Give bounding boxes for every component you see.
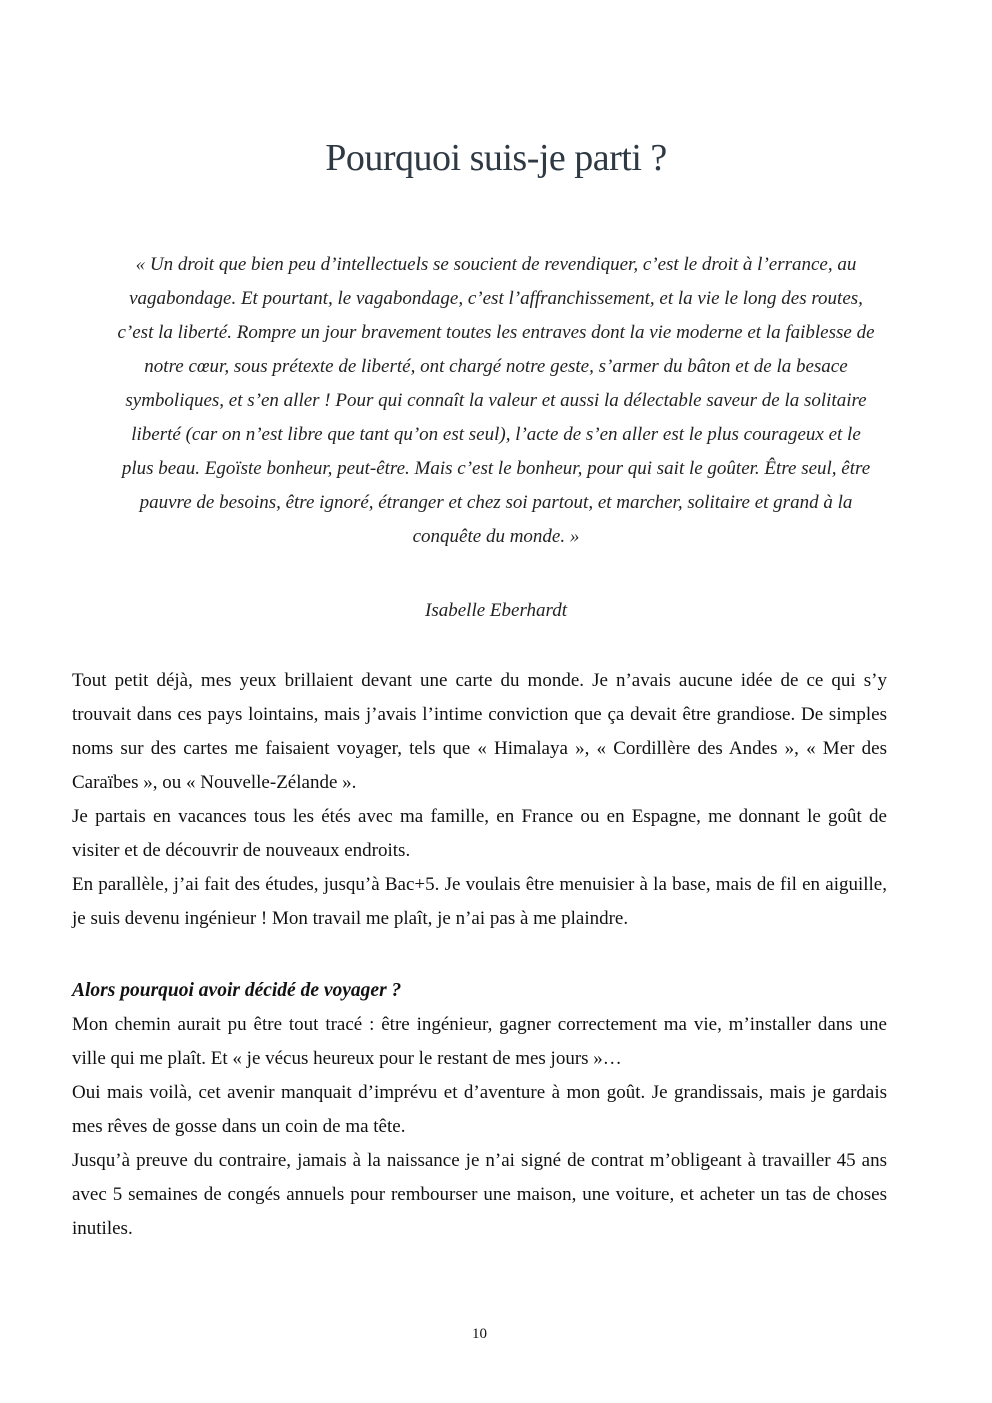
- quote-line: c’est la liberté. Rompre un jour bravement toutes les entraves dont la vie moderne et la faiblesse de: [117, 322, 875, 343]
- page-number: 10: [472, 1326, 487, 1342]
- quote-line: vagabondage. Et pourtant, le vagabondage, c’est l’affranchissement, et la vie le long des routes,: [129, 288, 863, 309]
- paragraph-childhood-maps: Tout petit déjà, mes yeux brillaient devant une carte du monde. Je n’avais aucune idée de ce qui s’y trouvait dans ces pays lointains, mais j’avais l’intime conviction que ça devait être grandiose. De simples noms sur des cartes me faisaient voyager, tels que « Himalaya », « Cordillère des Andes », « Mer des Caraïbes », ou « Nouvelle-Zélande ».: [72, 670, 887, 793]
- paragraph-no-contract: Jusqu’à preuve du contraire, jamais à la naissance je n’ai signé de contrat m’obligeant à travailler 45 ans avec 5 semaines de congés annuels pour rembourser une maison, une voiture, et acheter un tas de choses inutiles.: [72, 1150, 887, 1239]
- section-heading: Alors pourquoi avoir décidé de voyager ?: [72, 980, 402, 1001]
- quote-line: « Un droit que bien peu d’intellectuels se soucient de revendiquer, c’est le droit à l’errance, au: [135, 254, 857, 275]
- body-text: [72, 664, 887, 1246]
- paragraph-family-holidays: Je partais en vacances tous les étés avec ma famille, en France ou en Espagne, me donnant le goût de visiter et de découvrir de nouveaux endroits.: [72, 806, 887, 861]
- paragraph-studies-engineer: En parallèle, j’ai fait des études, jusqu’à Bac+5. Je voulais être menuisier à la base, mais de fil en aiguille, je suis devenu ingénieur ! Mon travail me plaît, je n’ai pas à me plaindre.: [72, 874, 887, 929]
- quote-line: symboliques, et s’en aller ! Pour qui connaît la valeur et aussi la délectable saveur de la solitaire: [125, 390, 867, 411]
- quote-line: pauvre de besoins, être ignoré, étranger et chez soi partout, et marcher, solitaire et grand à la: [139, 492, 853, 513]
- paragraph-childhood-dreams: Oui mais voilà, cet avenir manquait d’imprévu et d’aventure à mon goût. Je grandissais, mais je gardais mes rêves de gosse dans un coin de ma tête.: [72, 1082, 887, 1137]
- quote-block: [36, 248, 956, 554]
- quote-attribution: Isabelle Eberhardt: [425, 600, 567, 621]
- page-title: Pourquoi suis-je parti ?: [325, 137, 667, 179]
- quote-line: conquête du monde. »: [412, 526, 580, 547]
- paragraph-traced-path: Mon chemin aurait pu être tout tracé : être ingénieur, gagner correctement ma vie, m’installer dans une ville qui me plaît. Et « je vécus heureux pour le restant de mes jours »…: [72, 1014, 887, 1069]
- quote-line: liberté (car on n’est libre que tant qu’on est seul), l’acte de s’en aller est le plus courageux et le: [131, 424, 861, 445]
- quote-line: plus beau. Egoïste bonheur, peut-être. Mais c’est le bonheur, pour qui sait le goûter. Être seul, être: [121, 458, 871, 479]
- quote-line: notre cœur, sous prétexte de liberté, ont chargé notre geste, s’armer du bâton et de la besace: [144, 356, 848, 377]
